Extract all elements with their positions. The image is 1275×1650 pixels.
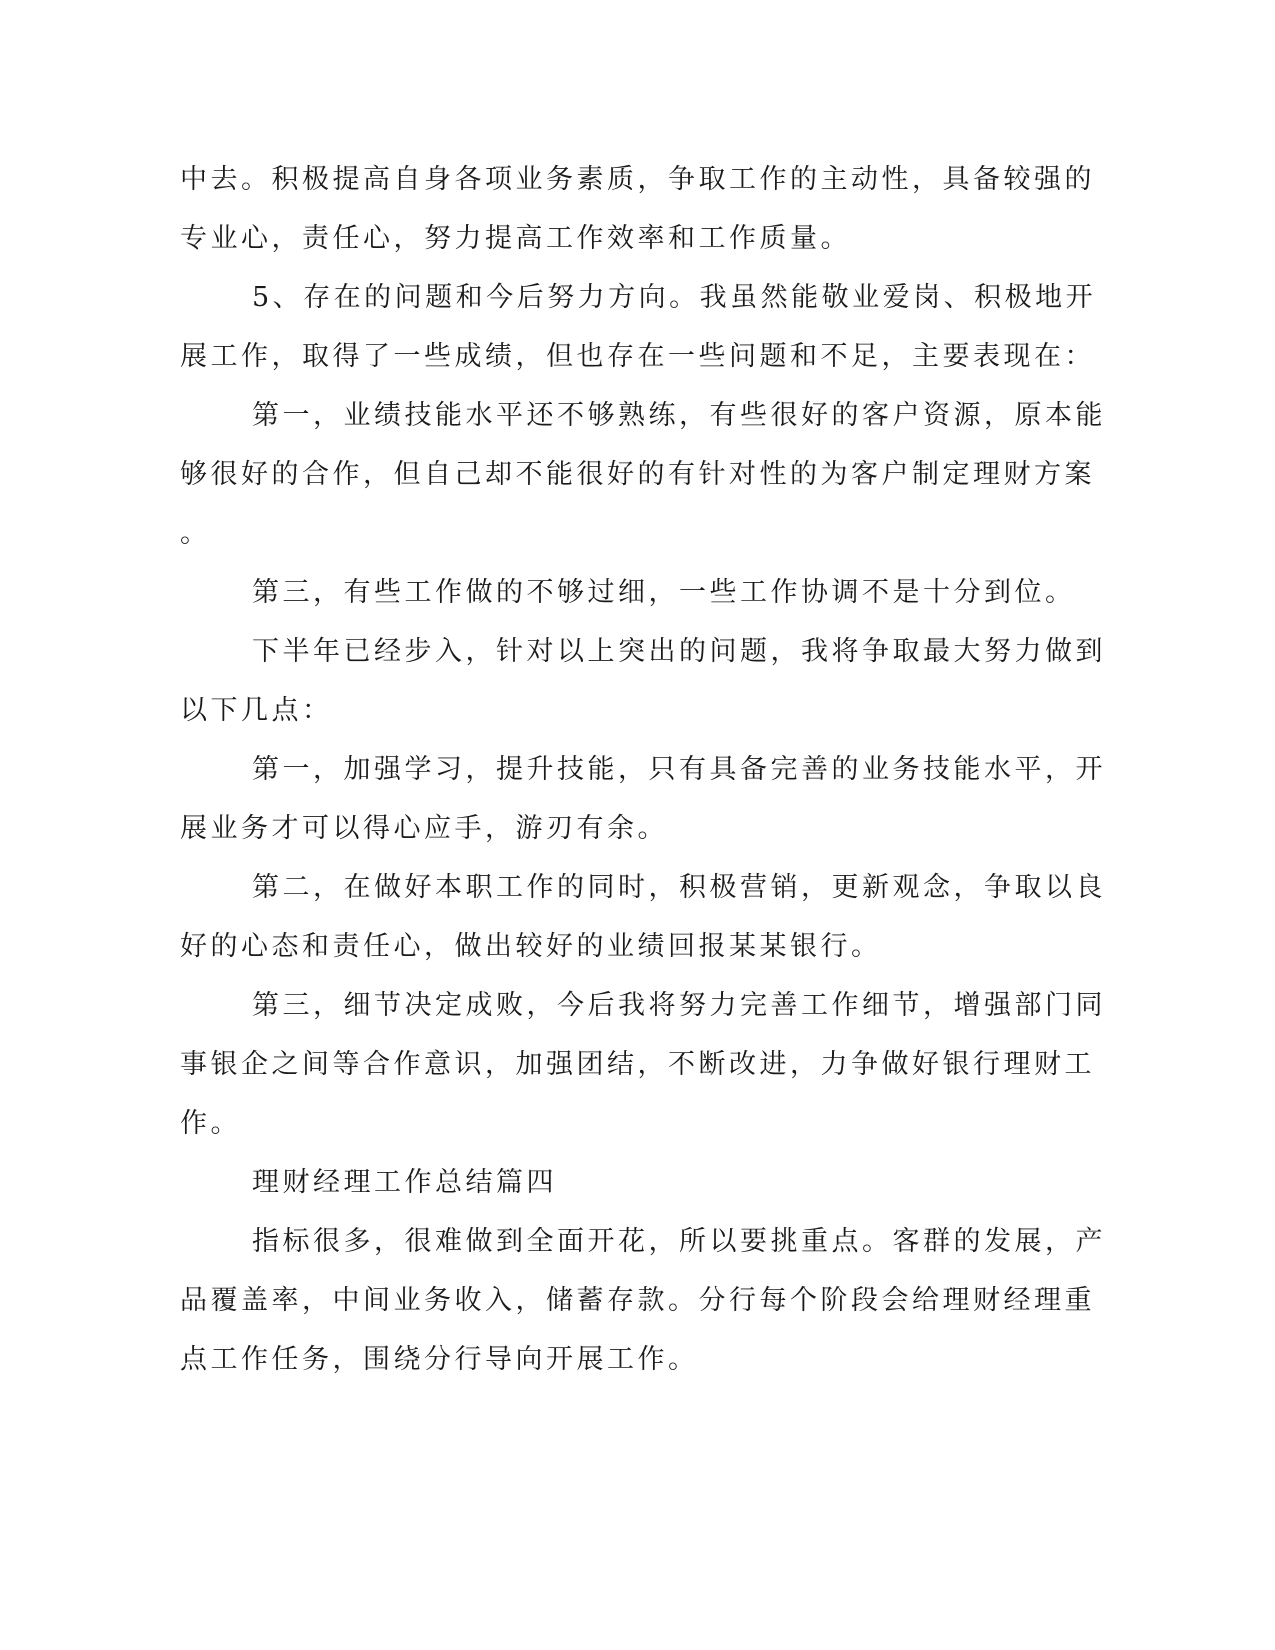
text-line: 展工作，取得了一些成绩，但也存在一些问题和不足，主要表现在： xyxy=(180,341,1095,372)
section-heading: 理财经理工作总结篇四 xyxy=(252,1167,557,1198)
text-line: 第二，在做好本职工作的同时，积极营销，更新观念，争取以良 xyxy=(252,872,1106,903)
text-line: 专业心，责任心，努力提高工作效率和工作质量。 xyxy=(180,223,851,254)
text-line: 事银企之间等合作意识，加强团结，不断改进，力争做好银行理财工 xyxy=(180,1049,1095,1080)
text-line: 以下几点： xyxy=(180,695,333,726)
text-line: 。 xyxy=(180,518,211,549)
text-line: 下半年已经步入，针对以上突出的问题，我将争取最大努力做到 xyxy=(252,636,1106,667)
text-line: 中去。积极提高自身各项业务素质，争取工作的主动性，具备较强的 xyxy=(180,164,1095,195)
text-line: 品覆盖率，中间业务收入，储蓄存款。分行每个阶段会给理财经理重 xyxy=(180,1285,1095,1316)
text-line: 5、存在的问题和今后努力方向。我虽然能敬业爱岗、积极地开 xyxy=(252,282,1097,313)
text-line: 第一，业绩技能水平还不够熟练，有些很好的客户资源，原本能 xyxy=(252,400,1106,431)
text-line: 展业务才可以得心应手，游刃有余。 xyxy=(180,813,668,844)
text-line: 指标很多，很难做到全面开花，所以要挑重点。客群的发展，产 xyxy=(252,1226,1106,1257)
text-line: 第三，有些工作做的不够过细，一些工作协调不是十分到位。 xyxy=(252,577,1076,608)
text-line: 作。 xyxy=(180,1108,241,1139)
text-line: 好的心态和责任心，做出较好的业绩回报某某银行。 xyxy=(180,931,882,962)
text-line: 够很好的合作，但自己却不能很好的有针对性的为客户制定理财方案 xyxy=(180,459,1095,490)
text-line: 点工作任务，围绕分行导向开展工作。 xyxy=(180,1344,699,1375)
text-line: 第一，加强学习，提升技能，只有具备完善的业务技能水平，开 xyxy=(252,754,1106,785)
text-line: 第三，细节决定成败，今后我将努力完善工作细节，增强部门同 xyxy=(252,990,1106,1021)
